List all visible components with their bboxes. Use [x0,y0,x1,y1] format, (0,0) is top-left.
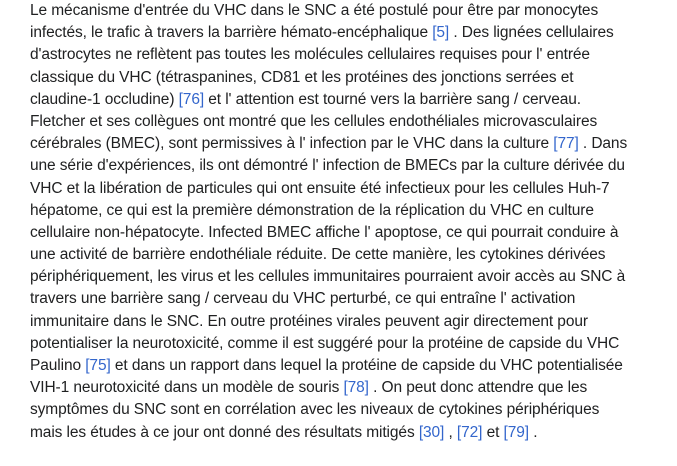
text-line [30,44,647,66]
text-segment: travers une barrière sang / cerveau du VHC perturbé, ce qui entraîne l' activation [30,290,576,308]
text-segment: une série d'expériences, ils ont démontré l' infection de BMECs par la culture dérivée du [30,157,625,175]
text-line [30,266,647,288]
text-segment: et dans un rapport dans lequel la protéine de capside du VHC potentialisée [110,357,623,374]
text-line [30,377,647,399]
citation-link[interactable]: [75] [85,357,111,374]
text-line [30,311,647,333]
text-line [30,200,647,222]
text-segment: périphériquement, les virus et les cellules immunitaires pourraient avoir accès au SNC à [30,268,626,286]
text-line [30,355,647,377]
citation-link[interactable]: [76] [178,90,205,108]
text-segment: Le mécanisme d'entrée du VHC dans le SNC a été postulé pour être par monocytes [30,2,599,19]
citation-link[interactable]: [30] [418,423,445,441]
citation-link[interactable]: [5] [432,24,450,42]
text-segment: . Dans [578,135,628,153]
text-segment: claudine-1 occludine) [30,90,179,108]
text-segment: une activité de barrière endothéliale réduite. De cette manière, les cytokines dérivées [30,246,606,264]
text-segment: immunitaire dans le SNC. En outre protéines virales peuvent agir directement pour [30,312,588,330]
text-segment: . On peut donc attendre que les [368,379,588,397]
text-line [30,288,647,310]
text-segment: Paulino [30,357,86,374]
text-line [30,244,647,266]
text-segment: . Des lignées cellulaires [449,24,614,42]
text-segment: symptômes du SNC sont en corrélation avec les niveaux de cytokines périphériques [30,401,600,419]
text-line [30,333,647,355]
text-segment: cellulaire non-hépatocyte. Infected BMEC affiche l' apoptose, ce qui pourrait conduire à [30,223,619,241]
text-segment: VHC et la libération de particules qui ont ensuite été infectieux pour les cellules Huh-7 [30,179,610,197]
text-line [30,133,647,155]
text-segment: infectés, le trafic à travers la barrière hémato-encéphalique [30,24,433,42]
text-line [30,0,647,22]
text-segment: mais les études à ce jour ont donné des résultats mitigés [30,423,419,441]
citation-link[interactable]: [77] [553,135,579,153]
text-line [30,22,647,44]
text-line [30,399,647,421]
text-segment: potentialiser la neurotoxicité, comme il est suggéré pour la protéine de capside du VHC [30,334,620,352]
citation-link[interactable]: [72] [456,423,483,441]
text-segment: . [528,423,538,441]
text-line [30,111,647,133]
text-line [30,178,647,200]
text-segment: et l' attention est tourné vers la barrière sang / cerveau. [204,90,581,108]
text-line [30,89,647,111]
citation-link[interactable]: [79] [503,423,529,441]
text-segment: d'astrocytes ne reflètent pas toutes les molécules cellulaires requises pour l' entrée [30,46,590,64]
citation-link[interactable]: [78] [343,379,369,397]
text-segment: , [444,423,457,441]
text-line [30,155,647,177]
text-line [30,422,647,444]
text-segment: et [482,423,504,441]
text-segment: hépatome, ce qui est la première démonstration de la réplication du VHC en culture [30,201,594,219]
text-segment: VIH-1 neurotoxicité dans un modèle de souris [30,379,344,397]
text-segment: Fletcher et ses collègues ont montré que les cellules endothéliales microvasculaires [30,112,598,130]
text-segment: classique du VHC (tétraspanines, CD81 et les protéines des jonctions serrées et [30,68,574,86]
text-line [30,67,647,89]
text-segment: cérébrales (BMEC), sont permissives à l' infection par le VHC dans la culture [30,135,554,153]
text-line [30,222,647,244]
